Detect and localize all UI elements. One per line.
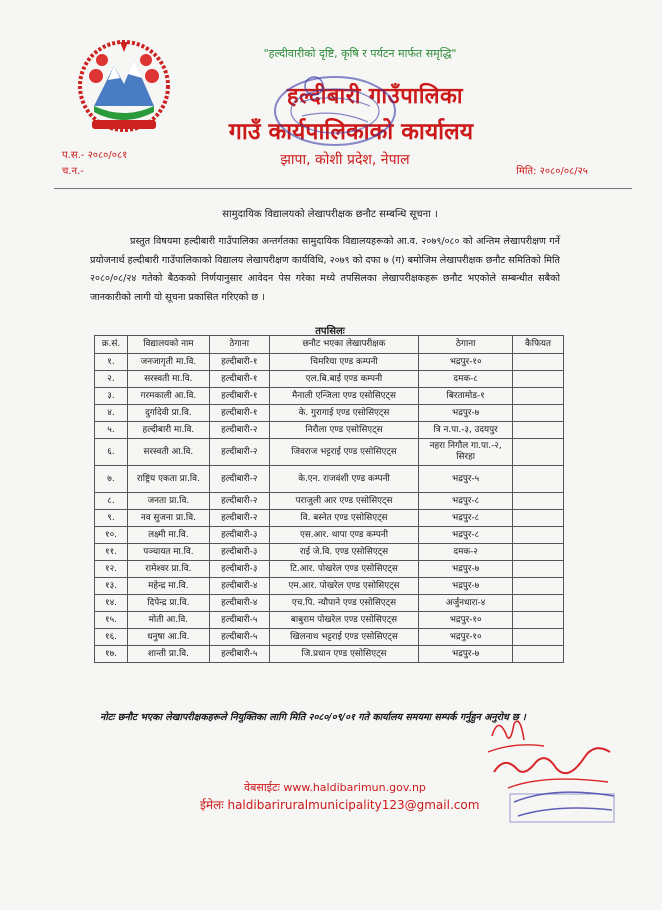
email-label: ईमेलः: [200, 798, 224, 812]
signature-stamp-icon: [484, 712, 624, 830]
table-cell: हल्दीबारी-२: [209, 439, 269, 466]
table-cell: निरौला एण्ड एसोसिएट्स: [269, 422, 419, 439]
table-cell: महेन्द्र मा.वि.: [127, 578, 209, 595]
table-cell: हल्दीबारी-२: [209, 493, 269, 510]
table-cell: गरमकाली आ.वि.: [127, 388, 209, 405]
table-cell: हल्दीबारी-३: [209, 561, 269, 578]
table-cell: ९.: [95, 510, 128, 527]
table-cell: १०.: [95, 527, 128, 544]
table-row: [95, 371, 564, 388]
table-cell: धनुषा आ.वि.: [127, 629, 209, 646]
table-header: कैफियत: [513, 336, 564, 354]
table-cell: [513, 388, 564, 405]
reference-number: प.स.- २०८०/०८१: [62, 150, 128, 161]
table-cell: पराजुली आर एण्ड एसोसिएट्स: [269, 493, 419, 510]
notice-date: मिति: २०८०/०८/२५: [516, 166, 588, 177]
notice-body: [90, 233, 560, 307]
table-cell: हल्दीबारी-३: [209, 527, 269, 544]
website-link[interactable]: www.haldibarimun.gov.np: [283, 781, 426, 794]
table-cell: [513, 646, 564, 663]
table-cell: [513, 544, 564, 561]
table-cell: भद्रपुर-७: [419, 578, 513, 595]
office-title: गाउँ कार्यपालिकाको कार्यालय: [228, 119, 474, 145]
table-cell: हल्दीबारी-२: [209, 466, 269, 493]
table-row: [95, 388, 564, 405]
table-cell: १५.: [95, 612, 128, 629]
table-cell: खिलनाथ भट्टराई एण्ड एसोसिएट्स: [269, 629, 419, 646]
table-cell: १६.: [95, 629, 128, 646]
table-cell: दमक-२: [419, 544, 513, 561]
table-cell: सरस्वती आ.वि.: [127, 439, 209, 466]
table-cell: एच.पि. न्यौपाने एण्ड एसोसिएट्स: [269, 595, 419, 612]
table-cell: हल्दीबारी-५: [209, 646, 269, 663]
table-cell: एल.बि.बाई एण्ड कम्पनी: [269, 371, 419, 388]
table-cell: ५.: [95, 422, 128, 439]
table-cell: जनता प्रा.वि.: [127, 493, 209, 510]
table-cell: [513, 629, 564, 646]
website-line: [244, 780, 426, 795]
tagline: "हल्दीवारीको दृष्टि, कृषि र पर्यटन मार्फत समृद्धि": [263, 47, 457, 60]
table-cell: भद्रपुर-१०: [419, 612, 513, 629]
email-line: [200, 796, 479, 813]
table-cell: एम.आर. पोखरेल एण्ड एसोसिएट्स: [269, 578, 419, 595]
table-cell: भद्रपुर-७: [419, 561, 513, 578]
table-cell: हल्दीबारी-१: [209, 354, 269, 371]
table-cell: राष्ट्रिय एकता प्रा.वि.: [127, 466, 209, 493]
table-cell: मोती आ.वि.: [127, 612, 209, 629]
table-cell: ४.: [95, 405, 128, 422]
table-cell: जि.प्रधान एण्ड एसोसिएट्स: [269, 646, 419, 663]
table-cell: [513, 578, 564, 595]
table-cell: भद्रपुर-८: [419, 510, 513, 527]
table-cell: दुर्गादेवी प्रा.वि.: [127, 405, 209, 422]
table-row: [95, 527, 564, 544]
table-header: विद्यालयको नाम: [127, 336, 209, 354]
table-cell: हल्दीबारी-५: [209, 612, 269, 629]
table-cell: भद्रपुर-५: [419, 466, 513, 493]
table-header: क्र.सं.: [95, 336, 128, 354]
office-name: हल्दीबारी गाउँपालिका: [286, 84, 464, 109]
table-row: [95, 405, 564, 422]
notice-body-text: प्रस्तुत विषयमा हल्दीबारी गाउँपालिका अन्तर्गतका सामुदायिक विद्यालयहरूको आ.व. २०७९/०८० को अन्तिम लेखापरीक्षण गर्ने प्रयोजनार्थ हल्दीबारी गाउँपालिकाको विद्यालय लेखापरीक्षण कार्यविधि, २०७९ को दफा ७ (ग) बमोजिम लेखापरीक्षक छनौट समितिको मिति २०८०/०८/२४ गतेको बैठकको निर्णयानुसार आवेदन पेस गरेका मध्ये तपसिलका लेखापरीक्षकहरू छनौट भएकोले सम्बन्धीत सबैको जानकारीको लागी यो सूचना प्रकासित गरिएको छ ।: [90, 236, 560, 303]
office-address: झापा, कोशी प्रदेश, नेपाल: [280, 152, 410, 168]
table-cell: [513, 371, 564, 388]
table-cell: [513, 527, 564, 544]
table-cell: जनजागृती मा.वि.: [127, 354, 209, 371]
table-cell: टि.आर. पोखरेल एण्ड एसोसिएट्स: [269, 561, 419, 578]
table-cell: वि. बस्नेत एण्ड एसोसिएट्स: [269, 510, 419, 527]
table-cell: [513, 466, 564, 493]
table-cell: हल्दीबारी-१: [209, 388, 269, 405]
table-cell: पञ्चायत मा.वि.: [127, 544, 209, 561]
table-cell: रामेश्वर प्रा.वि.: [127, 561, 209, 578]
table-cell: जिवराज भट्टराई एण्ड एसोसिएट्स: [269, 439, 419, 466]
table-cell: [513, 405, 564, 422]
notice-subject: सामुदायिक विद्यालयको लेखापरीक्षक छनौट सम्बन्धि सूचना ।: [222, 209, 438, 220]
table-cell: के.एन. राजवंशी एण्ड कम्पनी: [269, 466, 419, 493]
table-cell: भद्रपुर-७: [419, 646, 513, 663]
table-cell: १३.: [95, 578, 128, 595]
table-cell: नव सुजना प्रा.वि.: [127, 510, 209, 527]
table-cell: मैनाली एन्जिला एण्ड एसोसिएट्स: [269, 388, 419, 405]
table-cell: [513, 493, 564, 510]
table-cell: [513, 422, 564, 439]
table-caption: तपसिलः: [315, 326, 345, 337]
table-cell: हल्दीबारी-५: [209, 629, 269, 646]
table-cell: [513, 439, 564, 466]
table-row: [95, 354, 564, 371]
table-cell: भद्रपुर-७: [419, 405, 513, 422]
table-cell: हल्दीबारी-४: [209, 595, 269, 612]
table-cell: १.: [95, 354, 128, 371]
table-cell: ८.: [95, 493, 128, 510]
table-header: ठेगाना: [419, 336, 513, 354]
table-cell: हल्दीबारी मा.वि.: [127, 422, 209, 439]
auditor-table: [94, 335, 564, 663]
table-cell: बिरतामोड-१: [419, 388, 513, 405]
table-cell: भद्रपुर-१०: [419, 629, 513, 646]
table-cell: राई जे.वि. एण्ड एसोसिएट्स: [269, 544, 419, 561]
table-header: ठेगाना: [209, 336, 269, 354]
table-cell: भद्रपुर-८: [419, 527, 513, 544]
table-row: [95, 493, 564, 510]
table-row: [95, 629, 564, 646]
table-row: [95, 612, 564, 629]
email-link[interactable]: haldibariruralmunicipality123@gmail.com: [227, 798, 480, 812]
table-cell: [513, 354, 564, 371]
table-body: [95, 354, 564, 663]
table-cell: दिपेन्द्र प्रा.वि.: [127, 595, 209, 612]
table-header-row: [95, 336, 564, 354]
table-cell: हल्दीबारी-१: [209, 405, 269, 422]
table-cell: ६.: [95, 439, 128, 466]
table-cell: २.: [95, 371, 128, 388]
table-cell: [513, 510, 564, 527]
table-row: [95, 544, 564, 561]
table-cell: हल्दीबारी-१: [209, 371, 269, 388]
table-row: [95, 561, 564, 578]
table-row: [95, 595, 564, 612]
table-cell: सरस्वती मा.वि.: [127, 371, 209, 388]
table-cell: बाबुराम पोखरेल एण्ड एसोसिएट्स: [269, 612, 419, 629]
table-cell: शान्ती प्रा.वि.: [127, 646, 209, 663]
table-cell: ७.: [95, 466, 128, 493]
notice-note: नोटः छनौट भएका लेखापरीक्षकहरूले नियुक्तिका लागि मिति २०८०/०९/०१ गते कार्यालय समयमा सम्पर्क गर्नुहुन अनुरोध छ ।: [100, 712, 526, 723]
nepal-emblem-icon: [72, 36, 176, 136]
table-cell: १२.: [95, 561, 128, 578]
office-stamp-icon: [270, 72, 400, 150]
table-cell: लक्ष्मी मा.वि.: [127, 527, 209, 544]
table-row: [95, 466, 564, 493]
table-row: [95, 439, 564, 466]
website-label: वेबसाईटः: [244, 781, 280, 794]
dispatch-number: च.न.-: [62, 166, 84, 177]
table-row: [95, 646, 564, 663]
table-cell: चिमरिया एण्ड कम्पनी: [269, 354, 419, 371]
table-cell: हल्दीबारी-४: [209, 578, 269, 595]
table-cell: दमक-८: [419, 371, 513, 388]
table-cell: के. गुरागाई एण्ड एसोसिएट्स: [269, 405, 419, 422]
table-cell: [513, 595, 564, 612]
table-cell: हल्दीबारी-२: [209, 422, 269, 439]
header-divider: [54, 188, 632, 189]
table-cell: [513, 612, 564, 629]
table-cell: हल्दीबारी-३: [209, 544, 269, 561]
table-cell: अर्जुनधारा-४: [419, 595, 513, 612]
table-cell: एस.आर. थापा एण्ड कम्पनी: [269, 527, 419, 544]
table-cell: हल्दीबारी-२: [209, 510, 269, 527]
table-row: [95, 422, 564, 439]
table-cell: १४.: [95, 595, 128, 612]
table-cell: ११.: [95, 544, 128, 561]
table-cell: भद्रपुर-१०: [419, 354, 513, 371]
table-row: [95, 510, 564, 527]
table-cell: त्रि न.पा.-३, उदयपुर: [419, 422, 513, 439]
table-cell: [513, 561, 564, 578]
table-cell: नहरा निगौल गा.पा.-२, सिरहा: [419, 439, 513, 466]
table-cell: ३.: [95, 388, 128, 405]
table-cell: भद्रपुर-८: [419, 493, 513, 510]
table-cell: १७.: [95, 646, 128, 663]
table-row: [95, 578, 564, 595]
table-header: छनौट भएका लेखापरीक्षक: [269, 336, 419, 354]
